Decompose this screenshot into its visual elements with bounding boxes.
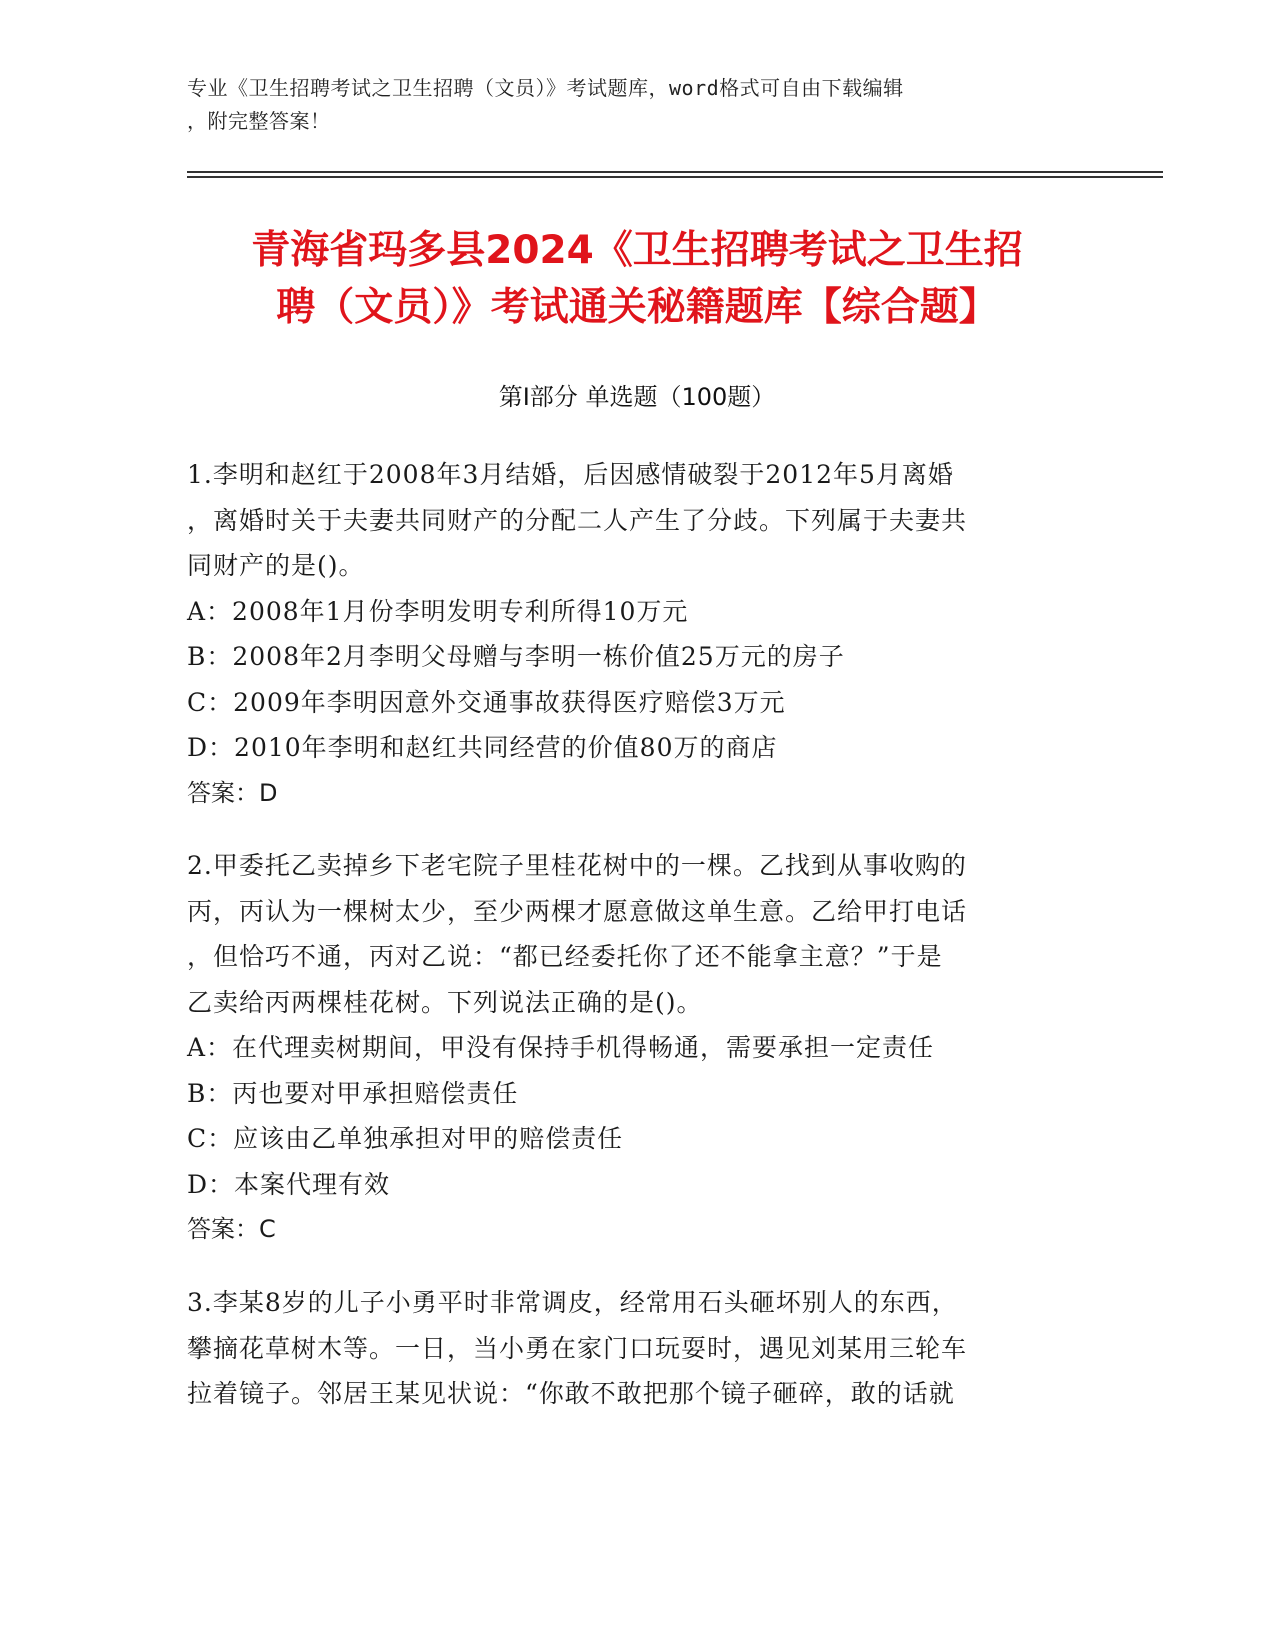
answer-text: 答案：C bbox=[187, 1215, 276, 1243]
question-3 bbox=[187, 1280, 1087, 1417]
question-stem-line: 3.李某8岁的儿子小勇平时非常调皮，经常用石头砸坏别人的东西， bbox=[187, 1288, 958, 1317]
answer-text: 答案：D bbox=[187, 778, 278, 807]
document-title-line-1: 青海省玛多县2024《卫生招聘考试之卫生招 bbox=[251, 228, 1023, 273]
document-title-line-2: 聘（文员）》考试通关秘籍题库【综合题】 bbox=[276, 285, 998, 330]
question-2 bbox=[187, 843, 1087, 1253]
option-d: D：2010年李明和赵红共同经营的价值80万的商店 bbox=[187, 733, 778, 762]
question-stem-line: 同财产的是()。 bbox=[187, 551, 365, 580]
header-note-line-2: ，附完整答案！ bbox=[187, 109, 331, 133]
option-c: C：2009年李明因意外交通事故获得医疗赔偿3万元 bbox=[187, 687, 786, 717]
document-title bbox=[187, 222, 1087, 336]
option-d: D：本案代理有效 bbox=[187, 1169, 391, 1199]
question-stem-line: 乙卖给丙两棵桂花树。下列说法正确的是()。 bbox=[187, 987, 703, 1017]
option-c: C：应该由乙单独承担对甲的赔偿责任 bbox=[187, 1124, 624, 1153]
question-1 bbox=[187, 452, 1087, 816]
question-stem-line: 拉着镜子。邻居王某见状说：“你敢不敢把那个镜子砸碎，敢的话就 bbox=[187, 1379, 955, 1408]
header-note bbox=[187, 72, 1067, 138]
question-stem-line: ，但恰巧不通，丙对乙说：“都已经委托你了还不能拿主意？”于是 bbox=[187, 942, 943, 971]
question-stem-line: 1.李明和赵红于2008年3月结婚，后因感情破裂于2012年5月离婚 bbox=[187, 460, 954, 489]
option-a: A：在代理卖树期间，甲没有保持手机得畅通，需要承担一定责任 bbox=[187, 1033, 935, 1062]
question-stem-line: 2.甲委托乙卖掉乡下老宅院子里桂花树中的一棵。乙找到从事收购的 bbox=[187, 851, 967, 880]
header-divider-2 bbox=[187, 176, 1163, 178]
question-stem-line: 丙，丙认为一棵树太少，至少两棵才愿意做这单生意。乙给甲打电话 bbox=[187, 896, 968, 926]
question-stem-line: 攀摘花草树木等。一日，当小勇在家门口玩耍时，遇见刘某用三轮车 bbox=[187, 1333, 968, 1363]
option-a: A：2008年1月份李明发明专利所得10万元 bbox=[187, 596, 689, 626]
option-b: B：2008年2月李明父母赠与李明一栋价值25万元的房子 bbox=[187, 642, 845, 671]
header-note-line-1: 专业《卫生招聘考试之卫生招聘（文员）》考试题库，word格式可自由下载编辑 bbox=[187, 76, 904, 100]
header-divider-1 bbox=[187, 171, 1163, 173]
question-stem-line: ，离婚时关于夫妻共同财产的分配二人产生了分歧。下列属于夫妻共 bbox=[187, 505, 968, 535]
section-heading: 第Ⅰ部分 单选题（100题） bbox=[498, 383, 776, 411]
option-b: B：丙也要对甲承担赔偿责任 bbox=[187, 1078, 519, 1108]
